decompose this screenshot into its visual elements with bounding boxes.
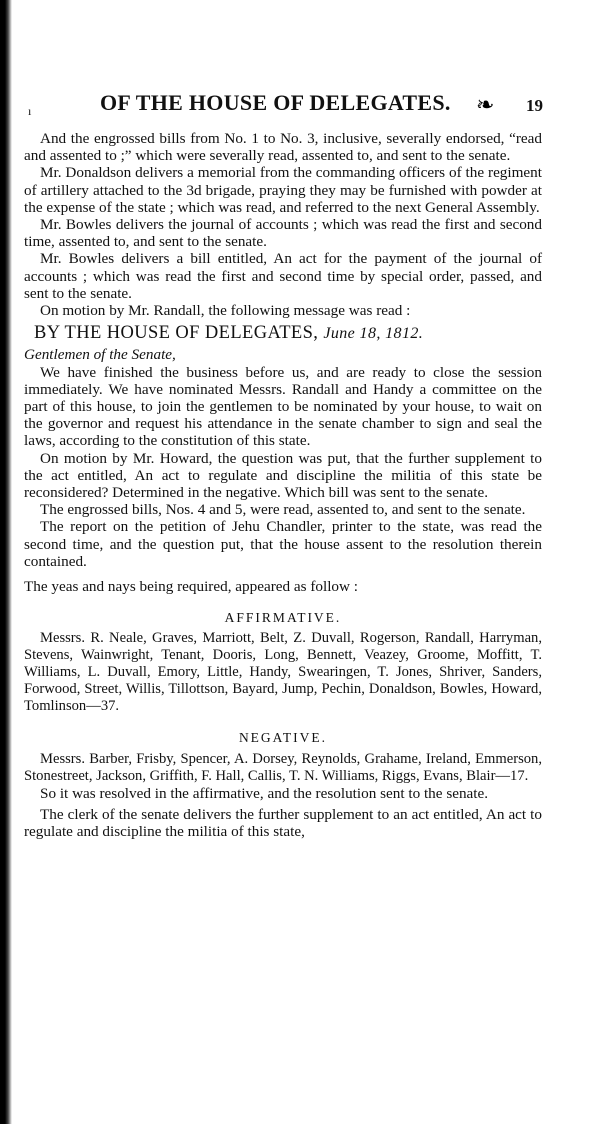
ink-blot-mark: ❧ — [476, 92, 495, 117]
paragraph-engrossed-bills-4-5: The engrossed bills, Nos. 4 and 5, were read, assented to, and sent to the senate. — [40, 501, 526, 519]
page-number: 19 — [526, 96, 543, 115]
message-heading-text: BY THE HOUSE OF DELEGATES, — [34, 323, 319, 344]
affirmative-names: Messrs. R. Neale, Graves, Marriott, Belt, Z. Duvall, Rogerson, Randall, Harryman, Stevens, Wainwright, Tenant, Dooris, Long, Bennett, Veazey, Groome, Moffitt, T. Williams, L. Duvall, Emory, Little, Handy, Swearingen, T. Jones, Shriver, Sanders, Forwood, Street, Willis, Tillottson, Bayard, Jump, Pechin, Donaldson, Bowles, Howard, Tomlinson—37. — [24, 630, 542, 715]
header-lead-mark: ı — [28, 104, 32, 118]
affirmative-title: AFFIRMATIVE. — [224, 610, 342, 626]
paragraph-bowles-bill: Mr. Bowles delivers a bill entitled, An act for the payment of the journal of accounts ; which was read the first and second time by special order, passed, and sent to the senate. — [24, 250, 542, 302]
message-salutation: Gentlemen of the Senate, — [24, 346, 176, 364]
paragraph-clerk-delivers: The clerk of the senate delivers the further supplement to an act entitled, An act to regulate and discipline the militia of this state, — [24, 805, 542, 841]
message-heading — [24, 325, 542, 342]
paragraph-yeas-nays: The yeas and nays being required, appeared as follow : — [24, 578, 358, 596]
book-spine-edge — [0, 0, 12, 1124]
paragraph-bowles-journal: Mr. Bowles delivers the journal of accounts ; which was read the first and second time, assented to, and sent to the senate. — [24, 216, 542, 251]
paragraph-engrossed-bills: And the engrossed bills from No. 1 to No. 3, inclusive, severally endorsed, “read and assented to ;” which were severally read, assented to, and sent to the senate. — [24, 130, 542, 165]
paragraph-chandler-report: The report on the petition of Jehu Chandler, printer to the state, was read the second time, and the question put, that the house assent to the resolution therein contained. — [24, 518, 542, 570]
message-date: June 18, 1812. — [323, 325, 424, 343]
message-text: We have finished the business before us, and are ready to close the session immediately. We have nominated Messrs. Randall and Handy a committee on the part of this house, to join the gentlemen to be nominated by your house, to wait on the governor and request his attendance in the senate chamber to sign and seal the laws, according to the constitution of this state. — [24, 363, 542, 450]
negative-names: Messrs. Barber, Frisby, Spencer, A. Dorsey, Reynolds, Grahame, Ireland, Emmerson, Stonestreet, Jackson, Griffith, F. Hall, Callis, T. N. Williams, Riggs, Evans, Blair—17. — [24, 750, 542, 784]
running-title: OF THE HOUSE OF DELEGATES. — [100, 90, 451, 115]
paragraph-howard-motion: On motion by Mr. Howard, the question was put, that the further supplement to the act entitled, An act to regulate and discipline the militia of this state be reconsidered? Determined in the negative. Which bill was sent to the senate. — [24, 449, 542, 502]
page-body — [24, 130, 542, 840]
paragraph-randall-motion: On motion by Mr. Randall, the following message was read : — [40, 302, 411, 320]
paragraph-donaldson-memorial: Mr. Donaldson delivers a memorial from the commanding officers of the regiment of artillery attached to the 3d brigade, praying they may be furnished with powder at the expense of the state ; which was read, and referred to the next General Assembly. — [24, 164, 542, 216]
negative-title: NEGATIVE. — [238, 730, 328, 746]
page-header — [28, 86, 550, 126]
paragraph-resolved: So it was resolved in the affirmative, and the resolution sent to the senate. — [40, 784, 489, 802]
